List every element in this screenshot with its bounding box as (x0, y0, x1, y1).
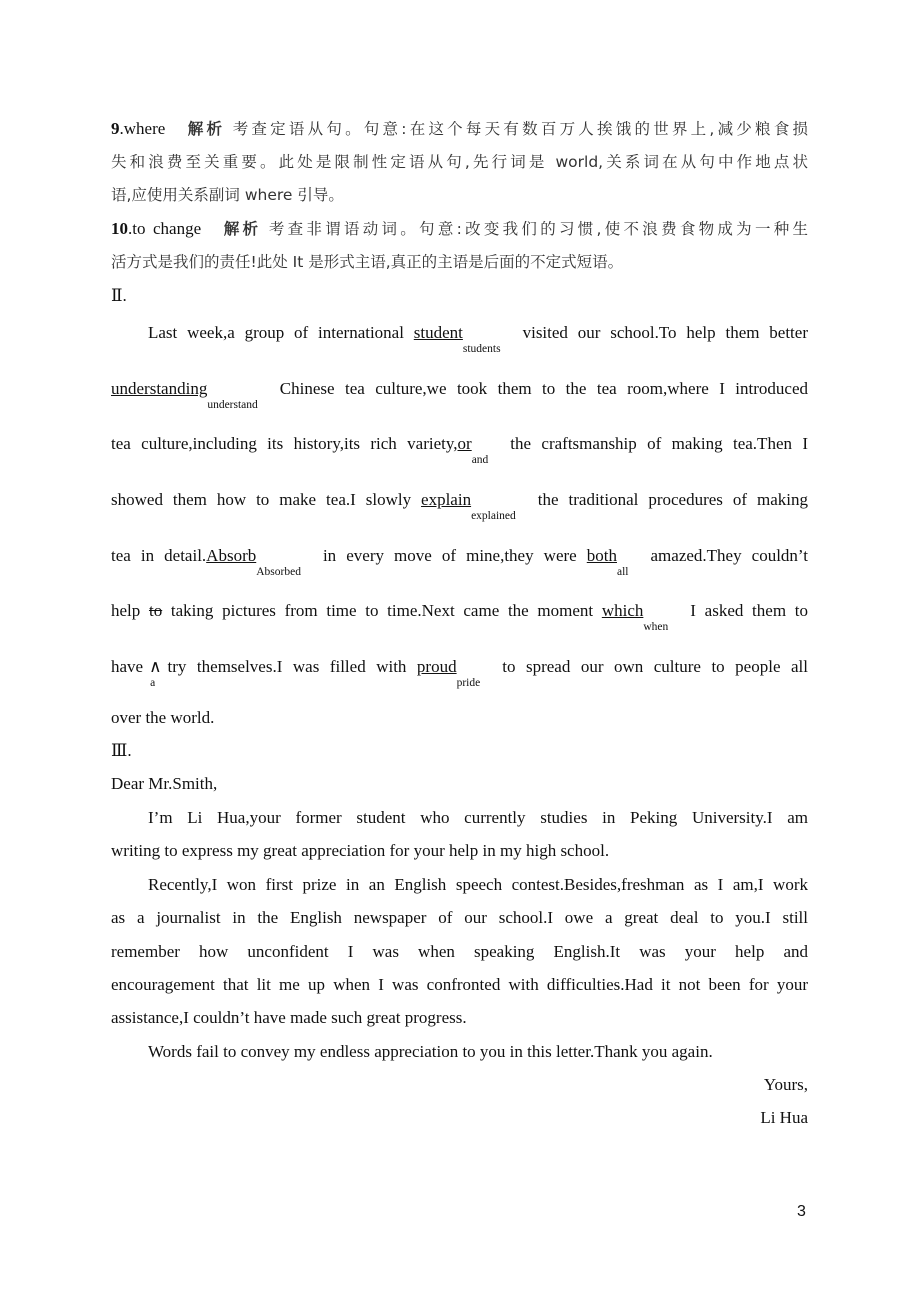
correction-word: students (462, 343, 501, 355)
letter-line: remember how unconfident I was when speaking English.It was your help and (111, 941, 808, 961)
item-9-line (111, 119, 808, 139)
error-word: or (457, 434, 472, 453)
analysis-text: 考查非谓语动词。句意:改变我们的习惯,使不浪费食物成为一种生 (268, 220, 809, 238)
correction-word: when (643, 621, 669, 633)
correction-word: Absorbed (256, 566, 301, 578)
page-number: 3 (797, 1203, 806, 1220)
passage-text: in every move of mine,they were (322, 546, 587, 565)
analysis-text: 语,应使用关系副词 where 引导。 (111, 186, 344, 204)
passage-text: have (111, 657, 144, 676)
error-word: Absorb (206, 546, 257, 565)
passage-text: amazed.They couldn’t (650, 546, 808, 565)
salutation: Dear Mr.Smith, (111, 774, 218, 793)
passage-text: tea in detail. (111, 546, 207, 565)
passage-line (111, 490, 808, 522)
passage-text: try themselves.I was filled with (167, 657, 417, 676)
deleted-word: to (148, 601, 163, 620)
item-number: 9 (111, 119, 120, 138)
insertion-mark (149, 657, 162, 689)
passage-line (148, 323, 808, 355)
analysis-label: 解析 (223, 220, 262, 238)
answer: .to change (128, 219, 202, 238)
analysis-text: 失和浪费至关重要。此处是限制性定语从句,先行词是 world,关系词在从句中作地点状 (111, 153, 808, 171)
error-word: understanding (111, 379, 208, 398)
correction-word: understand (207, 399, 258, 411)
passage-line (111, 379, 808, 411)
answer: .where (119, 119, 166, 138)
passage-text: tea culture,including its history,its rich variety, (111, 434, 458, 453)
closing: Yours, (763, 1075, 808, 1094)
error-word: which (601, 601, 644, 620)
letter-line: I’m Li Hua,your former student who currently studies in Peking University.I am (148, 808, 808, 827)
passage-text: visited our school.To help them better (522, 323, 808, 342)
item-number: 10 (111, 219, 128, 238)
letter-line: writing to express my great appreciation for your help in my high school. (111, 841, 610, 861)
passage-line (111, 708, 808, 728)
analysis-text: 考查定语从句。句意:在这个每天有数百万人挨饿的世界上,减少粮食损 (232, 120, 808, 138)
section-2-heading: Ⅱ. (111, 286, 127, 305)
correction-word: all (617, 566, 629, 578)
letter-line: Recently,I won first prize in an English speech contest.Besides,freshman as I am,I work (148, 874, 808, 894)
correction-word: explained (471, 510, 516, 522)
analysis-label: 解析 (187, 120, 226, 138)
passage-text: Chinese tea culture,we took them to the tea room,where I introduced (279, 379, 808, 398)
error-word: student (413, 323, 463, 342)
letter-line: Words fail to convey my endless appreciation to you in this letter.Thank you again. (148, 1041, 713, 1061)
correction-word: pride (456, 677, 481, 689)
passage-line (111, 657, 808, 689)
passage-text: help (111, 601, 149, 620)
passage-line (111, 434, 808, 466)
analysis-text: 活方式是我们的责任!此处 It 是形式主语,真正的主语是后面的不定式短语。 (111, 253, 624, 271)
correction-word: and (471, 454, 489, 466)
error-word: explain (421, 490, 472, 509)
letter-line: assistance,I couldn’t have made such great progress. (111, 1008, 467, 1028)
item-10-line (111, 219, 808, 239)
signature: Li Hua (760, 1108, 808, 1127)
letter-line: as a journalist in the English newspaper of our school.I owe a great deal to you.I still (111, 908, 808, 928)
passage-text: showed them how to make tea.I slowly (111, 490, 422, 509)
caret-icon: ∧ (149, 657, 162, 676)
passage-line (111, 546, 808, 578)
passage-line (111, 601, 808, 633)
passage-text: to spread our own culture to people all (502, 657, 808, 676)
error-word: both (586, 546, 617, 565)
passage-text: the craftsmanship of making tea.Then I (510, 434, 808, 453)
passage-text: Last week,a group of international (148, 323, 414, 342)
passage-text: taking pictures from time to time.Next came the moment (162, 601, 602, 620)
section-3-heading: Ⅲ. (111, 741, 132, 760)
error-word: proud (416, 657, 457, 676)
letter-line: encouragement that lit me up when I was confronted with difficulties.Had it not been for your (111, 975, 808, 994)
passage-text: the traditional procedures of making (537, 490, 808, 509)
passage-text: over the world. (111, 708, 215, 727)
inserted-word: a (150, 677, 156, 689)
passage-text: I asked them to (690, 601, 808, 620)
